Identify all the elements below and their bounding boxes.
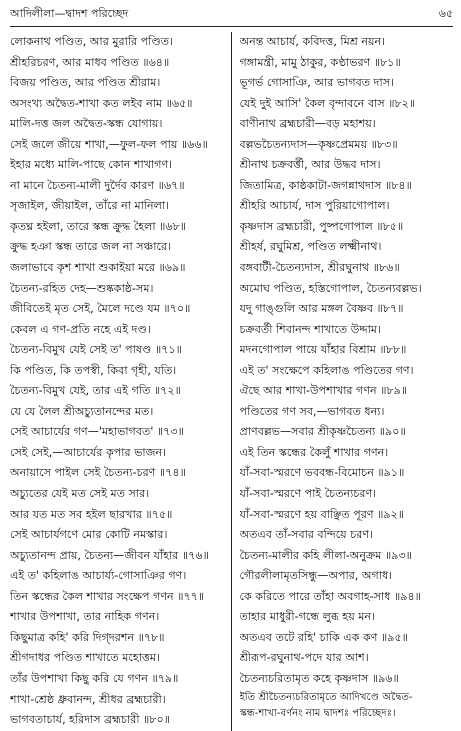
verse-line: ভূগর্ভ গোসাঞি, আর ভাগবত দাস।	[239, 76, 394, 90]
text-columns	[10, 32, 453, 731]
verse-line: চৈতন্যচরিতামৃত কহে কৃষ্ণদাস ॥৯৬॥	[239, 671, 399, 685]
verse-line: জীবিতেই মৃত সেই, মৈলে দণ্ডে যম ॥৭০॥	[10, 302, 191, 316]
verse-line: ইহার মধ্যে মালি-পাছে কোন শাখাগণ।	[10, 158, 173, 172]
verse-line: তিন স্কন্ধের কৈল শাখার সংক্ষেপ গণন ॥৭৭॥	[10, 589, 205, 603]
verse-line: যাঁ-সবা-স্মরণে হয় বাঞ্ছিত পূরণ ॥৯২॥	[239, 507, 405, 521]
verse-line: তাঁর উপশাখা কিছু করি যে গণন ॥৭৯॥	[10, 671, 179, 685]
verse-line: অতএব তটে রহি' চাকি এক কণ ॥৯৫॥	[239, 630, 408, 644]
verse-line: যেই দুই আসি' কৈল বৃন্দাবনে বাস ॥৮২॥	[239, 96, 416, 110]
verse-line: চৈতন্য-বিমুখ যেই সেই ত' পাষণ্ড ॥৭১॥	[10, 343, 182, 357]
verse-line: ক্রুদ্ধ হঞা স্কন্ধ তারে জল না সঞ্চারে।	[10, 240, 172, 254]
verse-line: প্রাণবল্লভ—সবার শ্রীকৃষ্ণচৈতন্য ॥৯০॥	[239, 425, 406, 439]
verse-line: সেই সেই,—আচার্যের কৃপার ভাজন।	[10, 445, 167, 459]
verse-line: মালি-দত্ত জল অদ্বৈত-স্কন্ধ যোগায়।	[10, 117, 163, 131]
verse-line: অমোঘ পণ্ডিত, হস্তিগোপাল, চৈতন্যবল্লভ।	[239, 281, 422, 295]
verse-line: জলাভাবে কৃশ শাখা শুকাইয়া মরে ॥৬৯॥	[10, 261, 186, 275]
verse-line: বিজয় পণ্ডিত, আর পণ্ডিত শ্রীরাম।	[10, 76, 161, 90]
verse-line: শ্রীহরি আচার্য, দাস পুরিয়াগোপাল।	[239, 199, 390, 213]
verse-line: কিছুমাত্র কহি' করি দিগ্‌দরশন ॥৭৮॥	[10, 630, 165, 644]
verse-line: বাণীনাথ ব্রহ্মচারী—বড় মহাশয়।	[239, 117, 376, 131]
verse-line: বল্লভচৈতন্যদাস—কৃষ্ণপ্রেমময় ॥৮৩॥	[239, 137, 398, 151]
verse-line: সৃজাইল, জীয়াইল, তাঁরে না মানিলা।	[10, 199, 170, 213]
verse-line: কে করিতে পারে তাঁহা অবগাহ-সাধ ॥৯৪॥	[239, 589, 421, 603]
verse-line: যে যে লৈল শ্রীঅচ্যুতানন্দের মত।	[10, 404, 154, 418]
verse-line: আর যত মত সব হইল ছারখার ॥৭৫॥	[10, 507, 173, 521]
verse-line: সেই আচার্যের গণ—'মহাভাগবত' ॥৭৩॥	[10, 425, 184, 439]
verse-line: শাখার উপশাখা, তার নাহিক গণন।	[10, 610, 160, 624]
colophon-line: স্কন্ধ-শাখা-বর্ণনং নাম দ্বাদশঃ পরিচ্ছেদঃ।	[239, 708, 396, 719]
verse-line: পণ্ডিতের গণ সব,—ভাগবত ধন্য।	[239, 404, 385, 418]
verse-line: সেই জলে জীয়ে শাখা,—ফুল-ফল পায় ॥৬৬॥	[10, 137, 208, 151]
verse-line: অতএব তাঁ-সবার বন্দিয়ে চরণ।	[239, 528, 373, 542]
verse-line: চৈতন্য-বিমুখ যেই, তার এই গতি ॥৭২॥	[10, 384, 181, 398]
verse-line: যদু গাঙ্গুলি আর মঙ্গল বৈষ্ণব ॥৮৭॥	[239, 302, 404, 316]
verse-line: অনন্ত আচার্য, কবিদত্ত, মিশ্র নয়ন।	[239, 35, 386, 48]
colophon-line: ইতি শ্রীচৈতন্যচরিতামৃতে আদিখণ্ডে অদ্বৈত-	[239, 691, 413, 703]
verse-line: অসংখ্য অদ্বৈত-শাখা কত লইব নাম ॥৬৫॥	[10, 96, 193, 110]
verse-line: গৌরলীলামৃতসিন্ধু—অপার, অগাধ।	[239, 569, 393, 583]
right-column	[232, 32, 454, 731]
verse-line: অচ্যুতানন্দ প্রায়, চৈতন্য—জীবন যাঁহার ॥৭৬॥	[10, 548, 209, 562]
verse-line: ভাগবতাচার্য, হরিদাস ব্রহ্মচারী ॥৮০॥	[10, 713, 170, 727]
verse-line: না মানে চৈতন্য-মালী দুর্দৈব কারণ ॥৬৭॥	[10, 178, 185, 192]
verse-line: শ্রীহর্ষ, রঘুমিশ্র, পণ্ডিত লক্ষ্মীনাথ।	[239, 240, 382, 254]
verse-line: শ্রীনাথ চক্রবর্ত্তী, আর উদ্ধব দাস।	[239, 158, 381, 172]
verse-line: চৈতন্য-রহিত দেহ—শুষ্ককাষ্ঠ-সম।	[10, 281, 154, 295]
verse-line: সেই আচার্যগণে মোর কোটি নমস্কার।	[10, 528, 168, 542]
verse-line: অনায়াসে পাইল সেই চৈতন্য-চরণ ॥৭৪॥	[10, 466, 186, 480]
page-number: ৬৫	[438, 7, 453, 20]
verse-line: এই ত' সংক্ষেপে কহিলাঙ পণ্ডিতের গণ।	[239, 363, 414, 377]
verse-line: এই তিন স্কন্ধের কৈলুঁ শাখার গণন।	[239, 445, 389, 459]
running-title: আদিলীলা—দ্বাদশ পরিচ্ছেদ	[10, 7, 129, 20]
verse-line: বঙ্গবাটী-চৈতন্যদাস, শ্রীরঘুনাথ ॥৮৬॥	[239, 261, 400, 275]
page-header	[10, 6, 453, 27]
verse-line: লোকনাথ পণ্ডিত, আর মুরারি পণ্ডিত।	[10, 35, 174, 48]
verse-line: শ্রীহরিচরণ, আর মাধব পণ্ডিত ॥৬৪॥	[10, 55, 170, 69]
verse-line: শ্রীগদাধর পণ্ডিত শাখাতে মহোত্তম।	[10, 651, 160, 665]
verse-line: কেবল এ গণ-প্রতি নহে এই দণ্ড।	[10, 322, 151, 336]
verse-line: যাঁ-সবা-স্মরণে ভববন্ধ-বিমোচন ॥৯১॥	[239, 466, 405, 480]
verse-line: শ্রীরূপ-রঘুনাথ-পদে যার আশ।	[239, 651, 369, 665]
verse-line: কৃতঘ্ন হইলা, তারে স্কন্ধ ক্রুদ্ধ হৈলা ॥৬৮॥	[10, 219, 187, 233]
verse-line: এই ত' কহিলাঙ আচার্য্য-গোসাঞির গণ।	[10, 569, 187, 583]
verse-line: চক্রবর্তী শিবানন্দ শাখাতে উদ্দাম।	[239, 322, 381, 336]
verse-line: কি পণ্ডিত, কি তপস্বী, কিবা গৃহী, যতি।	[10, 363, 177, 377]
verse-line: তাহার মাধুরী-গন্ধে লুব্ধ হয় মন।	[239, 610, 376, 624]
left-column	[10, 32, 232, 731]
verse-line: কৃষ্ণদাস ব্রহ্মচারী, পুষ্পগোপাল ॥৮৫॥	[239, 219, 404, 233]
verse-line: চৈতন্য-মালীর কহি লীলা-অনুক্রম ॥৯৩॥	[239, 548, 412, 562]
verse-line: মদনগোপাল পায়ে যাঁহার বিশ্রাম ॥৮৮॥	[239, 343, 407, 357]
verse-line: গঙ্গামন্ত্রী, মামু ঠাকুর, কণ্ঠাভরণ ॥৮১॥	[239, 55, 401, 69]
verse-line: ঐছে আর শাখা-উপশাখার গণন ॥৮৯॥	[239, 384, 408, 398]
verse-line: জিতামিত্র, কাষ্ঠকাটা-জগন্নাথদাস ॥৮৪॥	[239, 178, 412, 192]
verse-line: শাখা-শ্রেষ্ঠ ধ্রুবানন্দ, শ্রীধর ব্রহ্মচারী।	[10, 692, 166, 706]
verse-line: অচ্যুতের যেই মত সেই মত সার।	[10, 487, 150, 501]
verse-line: যাঁ-সবা-স্মরণে পাই চৈতন্যচরণ।	[239, 487, 377, 501]
